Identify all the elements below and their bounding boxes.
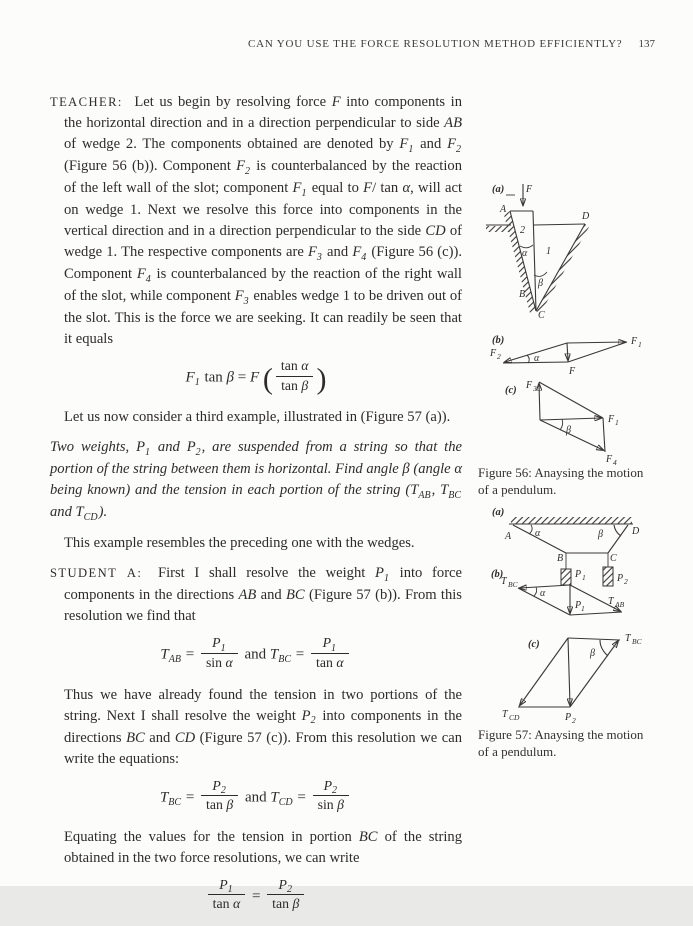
figure-56c-tag: (c): [505, 385, 517, 396]
vector-tab-sub: AB: [615, 600, 625, 609]
vector-f1: [540, 418, 601, 420]
string-cd: [608, 525, 628, 553]
vector-p1-label: P: [575, 600, 582, 611]
equation-tbc-tcd: $T_{BC}$ = $\frac{P_2}{\text{tan β}}$ and $T_{CD}$ = $\frac{P_2}{\text{sin β}}$: [50, 779, 462, 817]
wedge2-right-edge: [533, 211, 536, 311]
figure-57b-tag: (b): [491, 569, 504, 580]
equation-f1-tan-beta: $F_1$ tan β = F ( $\frac{\text{tan α}}{\text{tan β}}$ ): [185, 358, 327, 396]
vector-tbc-sub: BC: [508, 580, 518, 589]
vector-f1-sub: 1: [638, 340, 642, 349]
figure-56-caption: Figure 56: Anaysing the motion of a pendulum.: [478, 465, 644, 497]
student-a-paragraph: STUDENT A: First I shall resolve the weight $P_1$ into force components in the directions AB and BC (Figure 57 (b)). From this resolution we find that: [50, 565, 463, 625]
vector-p2: [568, 638, 570, 705]
vector-f3-label: F: [526, 380, 533, 391]
ceiling-hatching: [511, 517, 632, 524]
vector-tbc-sub: BC: [632, 637, 642, 646]
text-column: [50, 92, 462, 926]
figure-56b-tag: (b): [492, 335, 505, 346]
vector-f3: [539, 384, 540, 420]
figure-56c-force-diagram: [478, 378, 673, 470]
vector-f-label: F: [569, 366, 576, 377]
alpha-label: α: [522, 248, 528, 259]
vector-p1-sub: 1: [581, 604, 585, 613]
point-b-label: B: [557, 553, 564, 564]
vector-f3-sub: 3: [533, 384, 537, 393]
wedge1-label: 1: [546, 246, 551, 257]
vector-tbc-label: T: [625, 633, 631, 644]
beta-arc: [600, 640, 608, 656]
ground-line-right: [534, 224, 585, 225]
vector-f2-sub: 2: [497, 352, 501, 361]
equation-p1-p2: $\frac{P_1}{\text{tan α}}$ = $\frac{P_2}{\text{tan β}}$: [50, 878, 462, 916]
ground-hatching-left: [486, 226, 510, 232]
vector-f4-label: F: [606, 454, 613, 465]
beta-arc: [614, 525, 621, 536]
vector-p2-label: P: [565, 712, 572, 723]
equation-tab-tbc: $T_{AB}$ = $\frac{P_1}{\text{sin α}}$ and $T_{BC}$ = $\frac{P_1}{\text{tan α}}$: [50, 636, 462, 674]
beta-label: β: [590, 648, 595, 659]
figure-56a-wedge-diagram: [478, 178, 678, 330]
vector-tcd-label: T: [502, 709, 508, 720]
parallelogram-side-right: [568, 342, 627, 362]
vector-f1-label: F: [631, 336, 638, 347]
beta-arc: [534, 272, 547, 276]
running-header-title: CAN YOU USE THE FORCE RESOLUTION METHOD EFFICIENTLY?: [248, 38, 623, 50]
thus-paragraph: Thus we have already found the tension in two portions of the string. Next I shall resolve the weight $P_2$ into components in the directions BC and CD (Figure 57 (c)). From this resolution we can write the equations:: [64, 686, 462, 767]
running-header: [248, 38, 655, 50]
figure-57c-tag: (c): [528, 639, 540, 650]
point-d-label: D: [582, 211, 590, 222]
vector-p2-sub: 2: [572, 716, 576, 725]
right-wall-hatching: [536, 224, 589, 314]
parallelogram-side-top: [568, 638, 620, 640]
beta-label: β: [566, 425, 571, 436]
point-d-label: D: [632, 526, 640, 537]
alpha-label: α: [535, 528, 541, 539]
vector-f1-label: F: [608, 414, 615, 425]
figure-56a-tag: (a): [492, 184, 505, 195]
alpha-arc: [529, 525, 532, 534]
point-a-label: A: [505, 531, 512, 542]
vector-f1-sub: 1: [615, 418, 619, 427]
figure-57b-force-diagram: [478, 566, 683, 624]
alpha-label: α: [540, 588, 546, 599]
point-c-label: C: [610, 553, 617, 564]
parallelogram-side-right: [603, 418, 605, 452]
vector-f: [567, 343, 568, 360]
figure-57a-tag: (a): [492, 507, 505, 518]
wedge2-label: 2: [520, 225, 525, 236]
point-c-label: C: [538, 310, 545, 321]
weight-p2-sub: 2: [624, 577, 628, 586]
vector-f4: [540, 420, 603, 450]
parallelogram-side-top: [539, 382, 603, 418]
teacher-paragraph: TEACHER: Let us begin by resolving force F into components in the horizontal direction and in a direction perpendicular to side AB of wedge 2. The components obtained are denoted by $F_1$ and $F_2$ (Figure 56 (b)). Component $F_2$ is counterbalanced by the reaction of the left wall of the slot; component $F_1$ equal to F/ tan α, will act on wedge 1. Next we resolve this force into components in the vertical direction and in a direction perpendicular to the side CD of wedge 1. The respective components are $F_3$ and $F_4$ (Figure 56 (c)). Component $F_4$ is counterbalanced by the reaction of the right wall of the slot, while component $F_3$ enables wedge 1 to be driven out of the slot. This is the force we are seeking. It can readily be seen that it equals: [50, 94, 463, 347]
force-f-label: F: [526, 184, 533, 195]
weight-p1-sub: 1: [582, 573, 586, 582]
weight-p2-label: P: [617, 573, 624, 584]
figure-56b-force-diagram: [478, 332, 678, 382]
weight-p1-label: P: [575, 569, 582, 580]
problem-statement: Two weights, $P_1$ and $P_2$, are suspended from a string so that the portion of the string between them is horizontal. Find angle β (angle α being known) and the tension in each portion of the string ($T_{AB}$, $T_{BC}$ and $T_{CD}$).: [50, 439, 462, 523]
alpha-label: α: [534, 353, 540, 364]
beta-arc: [560, 419, 563, 430]
figure-57-caption: Figure 57: Anaysing the motion of a pendulum.: [478, 727, 644, 759]
figure-57c-force-diagram: [478, 628, 683, 726]
vector-tcd-sub: CD: [509, 713, 520, 722]
point-b-label: B: [519, 289, 526, 300]
alpha-arc: [527, 355, 529, 363]
beta-label: β: [598, 529, 603, 540]
point-a-label: A: [500, 204, 507, 215]
equating-paragraph: Equating the values for the tension in portion BC of the string obtained in the two force resolutions, we can write: [64, 828, 462, 866]
alpha-arc: [534, 587, 537, 596]
beta-label: β: [538, 278, 543, 289]
vector-tab-label: T: [608, 596, 614, 607]
vector-f1: [567, 342, 625, 343]
resembles-paragraph: This example resembles the preceding one with the wedges.: [64, 535, 415, 552]
vector-tbc-label: T: [501, 576, 507, 587]
parallelogram-side-bottom: [570, 612, 622, 615]
vector-f2-label: F: [490, 348, 497, 359]
page-number: 137: [638, 38, 655, 50]
third-example-paragraph: Let us now consider a third example, illustrated in (Figure 57 (a)).: [64, 409, 451, 426]
vector-f4-sub: 4: [613, 458, 617, 467]
